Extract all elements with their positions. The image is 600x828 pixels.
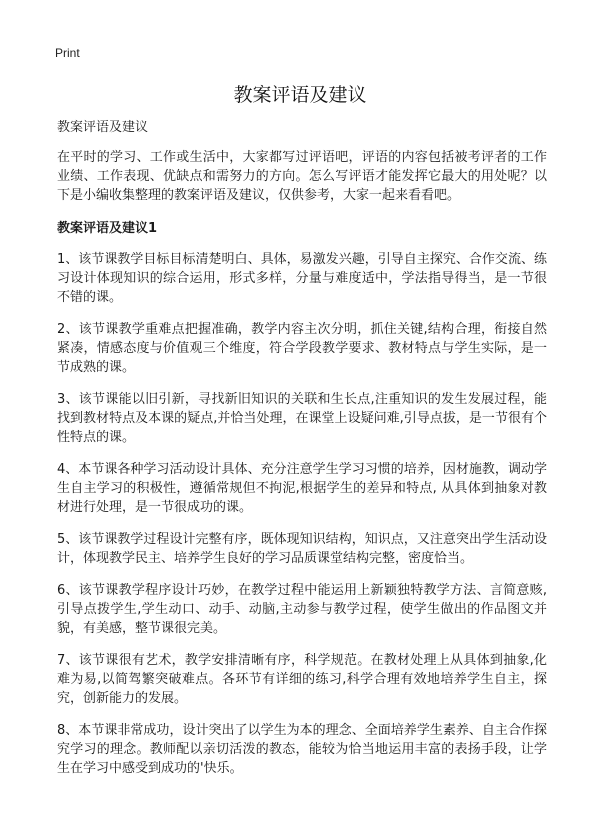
- list-item: 3、该节课能以旧引新，寻找新旧知识的关联和生长点,注重知识的发生发展过程，能找到教材特点及本课的疑点,并恰当处理，在课堂上设疑问难,引导点拔，是一节很有个性特点的课。: [57, 392, 547, 445]
- document-subtitle: 教案评语及建议: [57, 120, 149, 135]
- document-body: [57, 118, 547, 791]
- print-link[interactable]: Print: [55, 46, 80, 60]
- intro-paragraph: 在平时的学习、工作或生活中，大家都写过评语吧，评语的内容包括被考评者的工作业绩、工作表现、优缺点和需努力的方向。怎么写评语才能发挥它最大的用处呢？以下是小编收集整理的教案评语及建议，仅供参考，大家一起来看看吧。: [57, 150, 547, 203]
- list-item: 2、该节课教学重难点把握准确，教学内容主次分明，抓住关键,结构合理，衔接自然紧凑，情感态度与价值观三个维度，符合学段教学要求、教材特点与学生实际，是一节成熟的课。: [57, 322, 547, 375]
- list-item: 4、本节课各种学习活动设计具体、充分注意学生学习习惯的培养，因材施教，调动学生自主学习的积极性，遵循常规但不拘泥,根据学生的差异和特点, 从具体到抽象对教材进行处理，是一节很成功的课。: [57, 462, 547, 515]
- list-item: 5、该节课教学过程设计完整有序，既体现知识结构，知识点，又注意突出学生活动设计，体现教学民主、培养学生良好的学习品质课堂结构完整，密度恰当。: [57, 532, 547, 566]
- list-item: 7、该节课很有艺术，教学安排清晰有序，科学规范。在教材处理上从具体到抽象,化难为易,以简驾繁突破难点。各环节有详细的练习,科学合理有效地培养学生自主，探究，创新能力的发展。: [57, 653, 547, 706]
- page-title: 教案评语及建议: [233, 84, 367, 106]
- list-item: 8、本节课非常成功，设计突出了以学生为本的理念、全面培养学生素养、自主合作探究学习的理念。教师配以亲切活泼的教态，能较为恰当地运用丰富的表扬手段，让学生在学习中感受到成功的'快乐。: [57, 723, 547, 776]
- list-item: 1、该节课教学目标目标清楚明白、具体，易激发兴趣，引导自主探究、合作交流、练习设计体现知识的综合运用，形式多样，分量与难度适中，学法指导得当，是一节很不错的课。: [57, 252, 547, 305]
- section-heading: 教案评语及建议1: [57, 221, 158, 236]
- list-item: 6、该节课教学程序设计巧妙，在教学过程中能运用上新颖独特教学方法、言简意赅, 引导点拨学生,学生动口、动手、动脑,主动参与教学过程，使学生做出的作品图文并貌，有美感，整节课很完美。: [57, 583, 547, 636]
